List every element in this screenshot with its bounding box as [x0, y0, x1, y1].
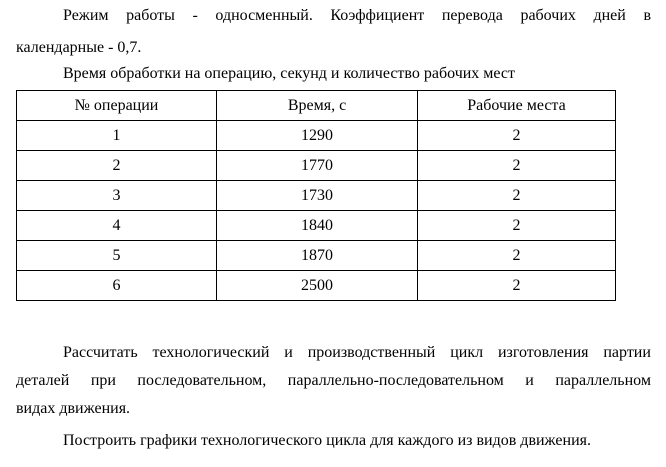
word: производственный — [307, 344, 436, 361]
cell-operation-number: 5 — [17, 241, 217, 271]
table-row — [17, 121, 616, 151]
header-time: Время, с — [217, 91, 418, 121]
cell-operation-number: 4 — [17, 211, 217, 241]
word: цикл — [450, 344, 484, 361]
cell-workplaces: 2 — [418, 151, 616, 181]
paragraph-1-line-2: календарные - 0,7. — [16, 39, 142, 56]
paragraph-2-line-1 — [63, 343, 651, 363]
header-operation-number: № операции — [17, 91, 217, 121]
table-row — [17, 241, 616, 271]
word: при — [90, 372, 116, 389]
word: деталей — [16, 372, 70, 389]
cell-workplaces: 2 — [418, 241, 616, 271]
paragraph-2-line-3: видах движения. — [16, 400, 131, 417]
paragraph-1-line-1 — [63, 6, 651, 26]
word: технологический — [152, 344, 270, 361]
table-row — [17, 211, 616, 241]
cell-time: 2500 — [217, 271, 418, 301]
word: Режим — [63, 7, 109, 24]
word: параллельном — [555, 372, 651, 389]
cell-operation-number: 2 — [17, 151, 217, 181]
word: работы — [126, 7, 175, 24]
table-row — [17, 271, 616, 301]
cell-workplaces: 2 — [418, 121, 616, 151]
cell-operation-number: 6 — [17, 271, 217, 301]
word: последовательном, — [137, 372, 267, 389]
cell-time: 1770 — [217, 151, 418, 181]
paragraph-2-line-2 — [16, 371, 651, 391]
cell-workplaces: 2 — [418, 211, 616, 241]
word: Рассчитать — [63, 344, 138, 361]
word: и — [284, 344, 293, 361]
cell-operation-number: 3 — [17, 181, 217, 211]
word: в — [643, 7, 651, 24]
word: партии — [603, 344, 651, 361]
cell-time: 1870 — [217, 241, 418, 271]
table-row — [17, 151, 616, 181]
word: и — [525, 372, 534, 389]
cell-time: 1290 — [217, 121, 418, 151]
word: Коэффициент — [330, 7, 425, 24]
cell-time: 1730 — [217, 181, 418, 211]
word: дней — [593, 7, 626, 24]
operations-table — [16, 90, 616, 301]
table-caption: Время обработки на операцию, секунд и количество рабочих мест — [63, 65, 516, 82]
cell-workplaces: 2 — [418, 271, 616, 301]
word: рабочих — [520, 7, 576, 24]
word: - — [192, 7, 198, 24]
word: перевода — [441, 7, 503, 24]
word: параллельно-последовательном — [287, 372, 504, 389]
cell-operation-number: 1 — [17, 121, 217, 151]
word: изготовления — [497, 344, 589, 361]
table-row — [17, 181, 616, 211]
header-workplaces: Рабочие места — [418, 91, 616, 121]
word: односменный. — [215, 7, 313, 24]
paragraph-3: Построить графики технологического цикла для каждого из видов движения. — [63, 432, 591, 449]
cell-time: 1840 — [217, 211, 418, 241]
table-header-row — [17, 91, 616, 121]
cell-workplaces: 2 — [418, 181, 616, 211]
